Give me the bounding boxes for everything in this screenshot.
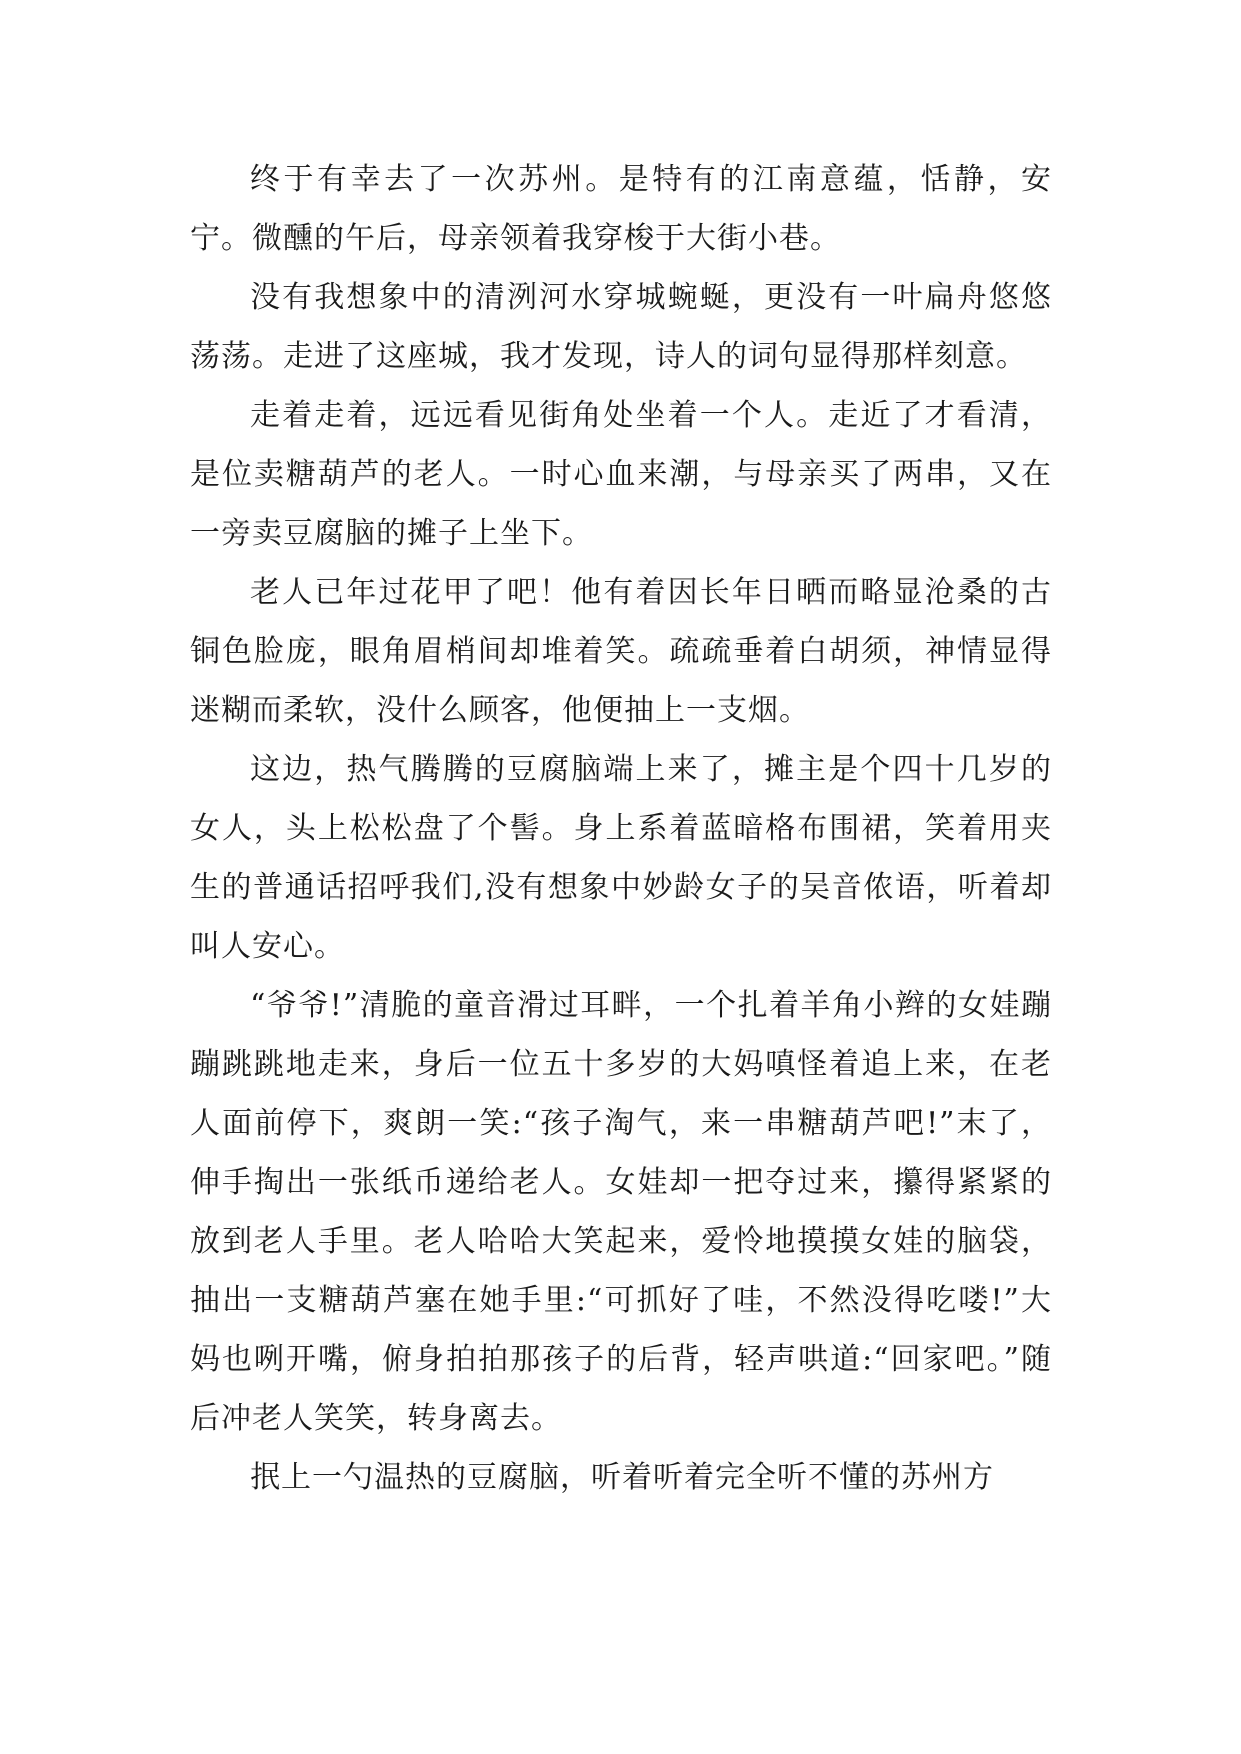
paragraph-1: 终于有幸去了一次苏州。是特有的江南意蕴，恬静，安宁。微醺的午后，母亲领着我穿梭于大街小巷。 <box>190 162 1052 256</box>
paragraph-3: 走着走着，远远看见街角处坐着一个人。走近了才看清，是位卖糖葫芦的老人。一时心血来潮，与母亲买了两串，又在一旁卖豆腐脑的摊子上坐下。 <box>190 398 1052 551</box>
paragraph-6: “爷爷!”清脆的童音滑过耳畔，一个扎着羊角小辫的女娃蹦蹦跳跳地走来，身后一位五十多岁的大妈嗔怪着追上来，在老人面前停下，爽朗一笑:“孩子淘气，来一串糖葫芦吧!”末了，伸手掏出一张纸币递给老人。女娃却一把夺过来，攥得紧紧的放到老人手里。老人哈哈大笑起来，爱怜地摸摸女娃的脑袋，抽出一支糖葫芦塞在她手里:“可抓好了哇，不然没得吃喽!”大妈也咧开嘴，俯身拍拍那孩子的后背，轻声哄道:“回家吧。”随后冲老人笑笑，转身离去。 <box>190 988 1052 1436</box>
paragraph-4: 老人已年过花甲了吧！他有着因长年日晒而略显沧桑的古铜色脸庞，眼角眉梢间却堆着笑。疏疏垂着白胡须，神情显得迷糊而柔软，没什么顾客，他便抽上一支烟。 <box>190 575 1052 728</box>
paragraph-2: 没有我想象中的清洌河水穿城蜿蜒，更没有一叶扁舟悠悠荡荡。走进了这座城，我才发现，诗人的词句显得那样刻意。 <box>190 280 1052 374</box>
paragraph-5: 这边，热气腾腾的豆腐脑端上来了，摊主是个四十几岁的女人，头上松松盘了个髻。身上系着蓝暗格布围裙，笑着用夹生的普通话招呼我们,没有想象中妙龄女子的吴音侬语，听着却叫人安心。 <box>190 752 1052 964</box>
body-text <box>190 150 1052 1507</box>
paragraph-7: 抿上一勺温热的豆腐脑，听着听着完全听不懂的苏州方 <box>250 1460 994 1495</box>
